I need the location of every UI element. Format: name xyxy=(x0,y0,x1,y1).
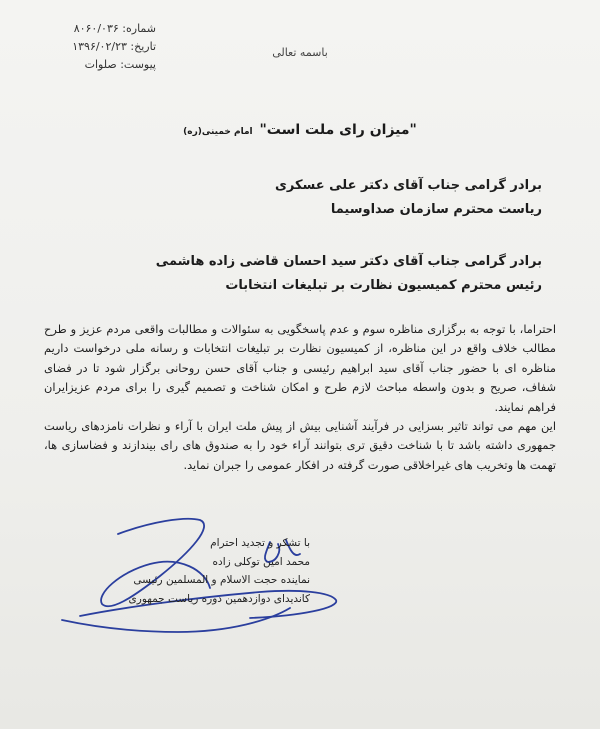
attachment-row xyxy=(36,56,156,74)
number-value: ۸۰۶۰/۰۳۶ xyxy=(73,22,119,35)
bismillah-heading: باسمه تعالی xyxy=(272,46,328,59)
recipient-2-line1: برادر گرامی جناب آقای دکتر سید احسان قاضی زاده هاشمی xyxy=(155,254,542,269)
signature-closing: با تشکر و تجدید احترام xyxy=(210,537,310,549)
attachment-value: صلوات xyxy=(84,58,117,71)
recipient-1-line2: ریاست محترم سازمان صداوسیما xyxy=(330,202,542,217)
letter-body xyxy=(44,320,556,475)
date-row xyxy=(36,38,156,56)
letter-meta xyxy=(36,20,156,74)
recipient-1 xyxy=(275,174,542,222)
date-value: ۱۳۹۶/۰۲/۲۳ xyxy=(72,40,127,53)
number-row xyxy=(36,20,156,38)
quote-attribution: امام خمینی(ره) xyxy=(183,127,253,137)
body-paragraph-2: این مهم می تواند تاثیر بسزایی در فرآیند آشنایی بیش از پیش ملت ایران با آراء و نظرات نامزدهای ریاست جمهوری داشته باشد تا با شناخت دقیق تری بتوانند آراء خود را به صندوق های رای بیندازند و فضاسازی ها، تهمت ها وتخریب های غیراخلاقی صورت گرفته در افکار عمومی را جبران نماید. xyxy=(44,419,556,472)
quote-heading xyxy=(0,122,600,138)
body-paragraph-1: احتراما، با توجه به برگزاری مناظره سوم و عدم پاسخگویی به سئوالات و مطالبات واقعی مردم عزیز و طرح مطالب خلاف واقع در این مناظره، از کمیسیون نظارت بر تبلیغات انتخابات و رسانه ملی درخواست داریم مناظره ای با حضور جناب آقای سید ابراهیم رئیسی و جناب آقای حسن روحانی برگزار شود تا در فضای شفاف، صریح و بدون واسطه مباحث لازم طرح و امکان شناخت و تصمیم گیری را برای مردم عزیزایران فراهم نمایند. xyxy=(44,322,556,414)
signature-block xyxy=(128,534,310,608)
date-label: تاریخ: xyxy=(130,40,156,53)
recipient-2 xyxy=(156,250,542,298)
number-label: شماره: xyxy=(122,22,156,35)
signature-title-1: نماینده حجت الاسلام و المسلمین رئیسی xyxy=(133,574,310,586)
attachment-label: پیوست: xyxy=(120,58,156,71)
recipient-2-line2: رئیس محترم کمیسیون نظارت بر تبلیغات انتخابات xyxy=(225,278,542,293)
signature-title-2: کاندیدای دوازدهمین دوره ریاست جمهوری xyxy=(128,592,310,605)
recipient-1-line1: برادر گرامی جناب آقای دکتر علی عسکری xyxy=(274,178,542,193)
quote-text: "میزان رای ملت است" xyxy=(259,122,417,138)
signature-name: محمد امین توکلی زاده xyxy=(212,555,310,568)
